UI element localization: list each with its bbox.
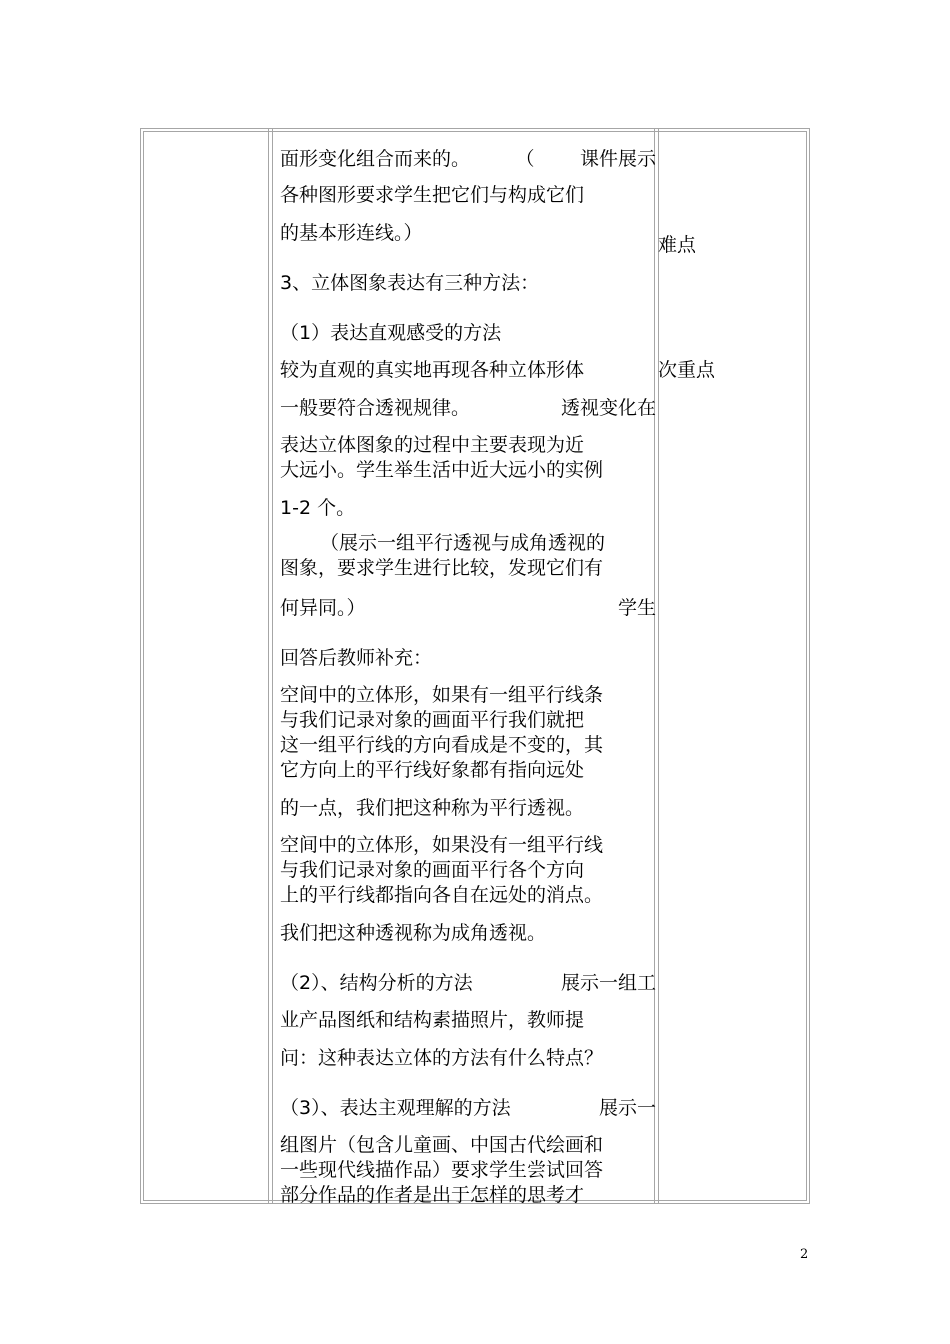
content-line: 较为直观的真实地再现各种立体形体 (280, 359, 585, 381)
content-line: 我们把这种透视称为成角透视。 (280, 922, 547, 944)
content-line: 的基本形连线。） (280, 222, 423, 244)
content-line: 问：这种表达立体的方法有什么特点？ (280, 1047, 604, 1069)
content-line: 与我们记录对象的画面平行我们就把 (280, 709, 585, 731)
content-line (280, 593, 656, 620)
content-line: 各种图形要求学生把它们与构成它们 (280, 184, 585, 206)
column-divider-1b (272, 129, 273, 1203)
content-line-part: 面形变化组合而来的。 (280, 148, 471, 170)
content-line: 1-2 个。 (280, 497, 356, 519)
content-line: 上的平行线都指向各自在远处的消点。 (280, 884, 604, 906)
page-number: 2 (800, 1247, 809, 1262)
content-line-part: 一般要符合透视规律。 (280, 397, 471, 419)
content-line: 3、立体图象表达有三种方法： (280, 272, 540, 294)
content-line-part: 课件展示 (579, 148, 656, 170)
content-line-part: 学生 (617, 597, 656, 619)
content-line-part: （3）、表达主观理解的方法 (280, 1097, 511, 1119)
column-divider-2 (654, 129, 655, 1203)
content-line (280, 144, 656, 171)
key-point-label-difficulty: 难点 (658, 234, 697, 256)
content-line: 这一组平行线的方向看成是不变的，其 (280, 734, 604, 756)
content-line: （1）表达直观感受的方法 (280, 322, 502, 344)
content-line: 空间中的立体形，如果没有一组平行线 (280, 834, 604, 856)
content-line: 组图片（包含儿童画、中国古代绘画和 (280, 1134, 604, 1156)
key-point-label-secondary: 次重点 (658, 359, 716, 381)
content-line: 它方向上的平行线好象都有指向远处 (280, 759, 585, 781)
content-line: 回答后教师补充： (280, 647, 433, 669)
content-line: 图象，要求学生进行比较，发现它们有 (280, 557, 604, 579)
content-line: 大远小。学生举生活中近大远小的实例 (280, 459, 604, 481)
column-divider-1 (268, 129, 269, 1203)
content-line-part: 展示一 (598, 1097, 656, 1119)
content-line-part: 何异同。） (280, 597, 366, 619)
content-line: 表达立体图象的过程中主要表现为近 (280, 434, 585, 456)
content-line: 业产品图纸和结构素描照片，教师提 (280, 1009, 585, 1031)
content-line: （展示一组平行透视与成角透视的 (320, 532, 606, 554)
content-line-part: 透视变化在 (560, 397, 656, 419)
content-line: 空间中的立体形，如果有一组平行线条 (280, 684, 604, 706)
content-line: 一些现代线描作品）要求学生尝试回答 (280, 1159, 604, 1181)
content-line (280, 393, 656, 420)
content-line-part: （2）、结构分析的方法 (280, 972, 473, 994)
content-line: 部分作品的作者是出于怎样的思考才 (280, 1184, 585, 1206)
content-line-part: （ (515, 148, 535, 170)
column-divider-2b (658, 129, 659, 1203)
content-line-part: 展示一组工 (560, 972, 656, 994)
content-line (280, 1093, 656, 1120)
content-line: 的一点，我们把这种称为平行透视。 (280, 797, 585, 819)
content-line (280, 968, 656, 995)
content-line: 与我们记录对象的画面平行各个方向 (280, 859, 585, 881)
